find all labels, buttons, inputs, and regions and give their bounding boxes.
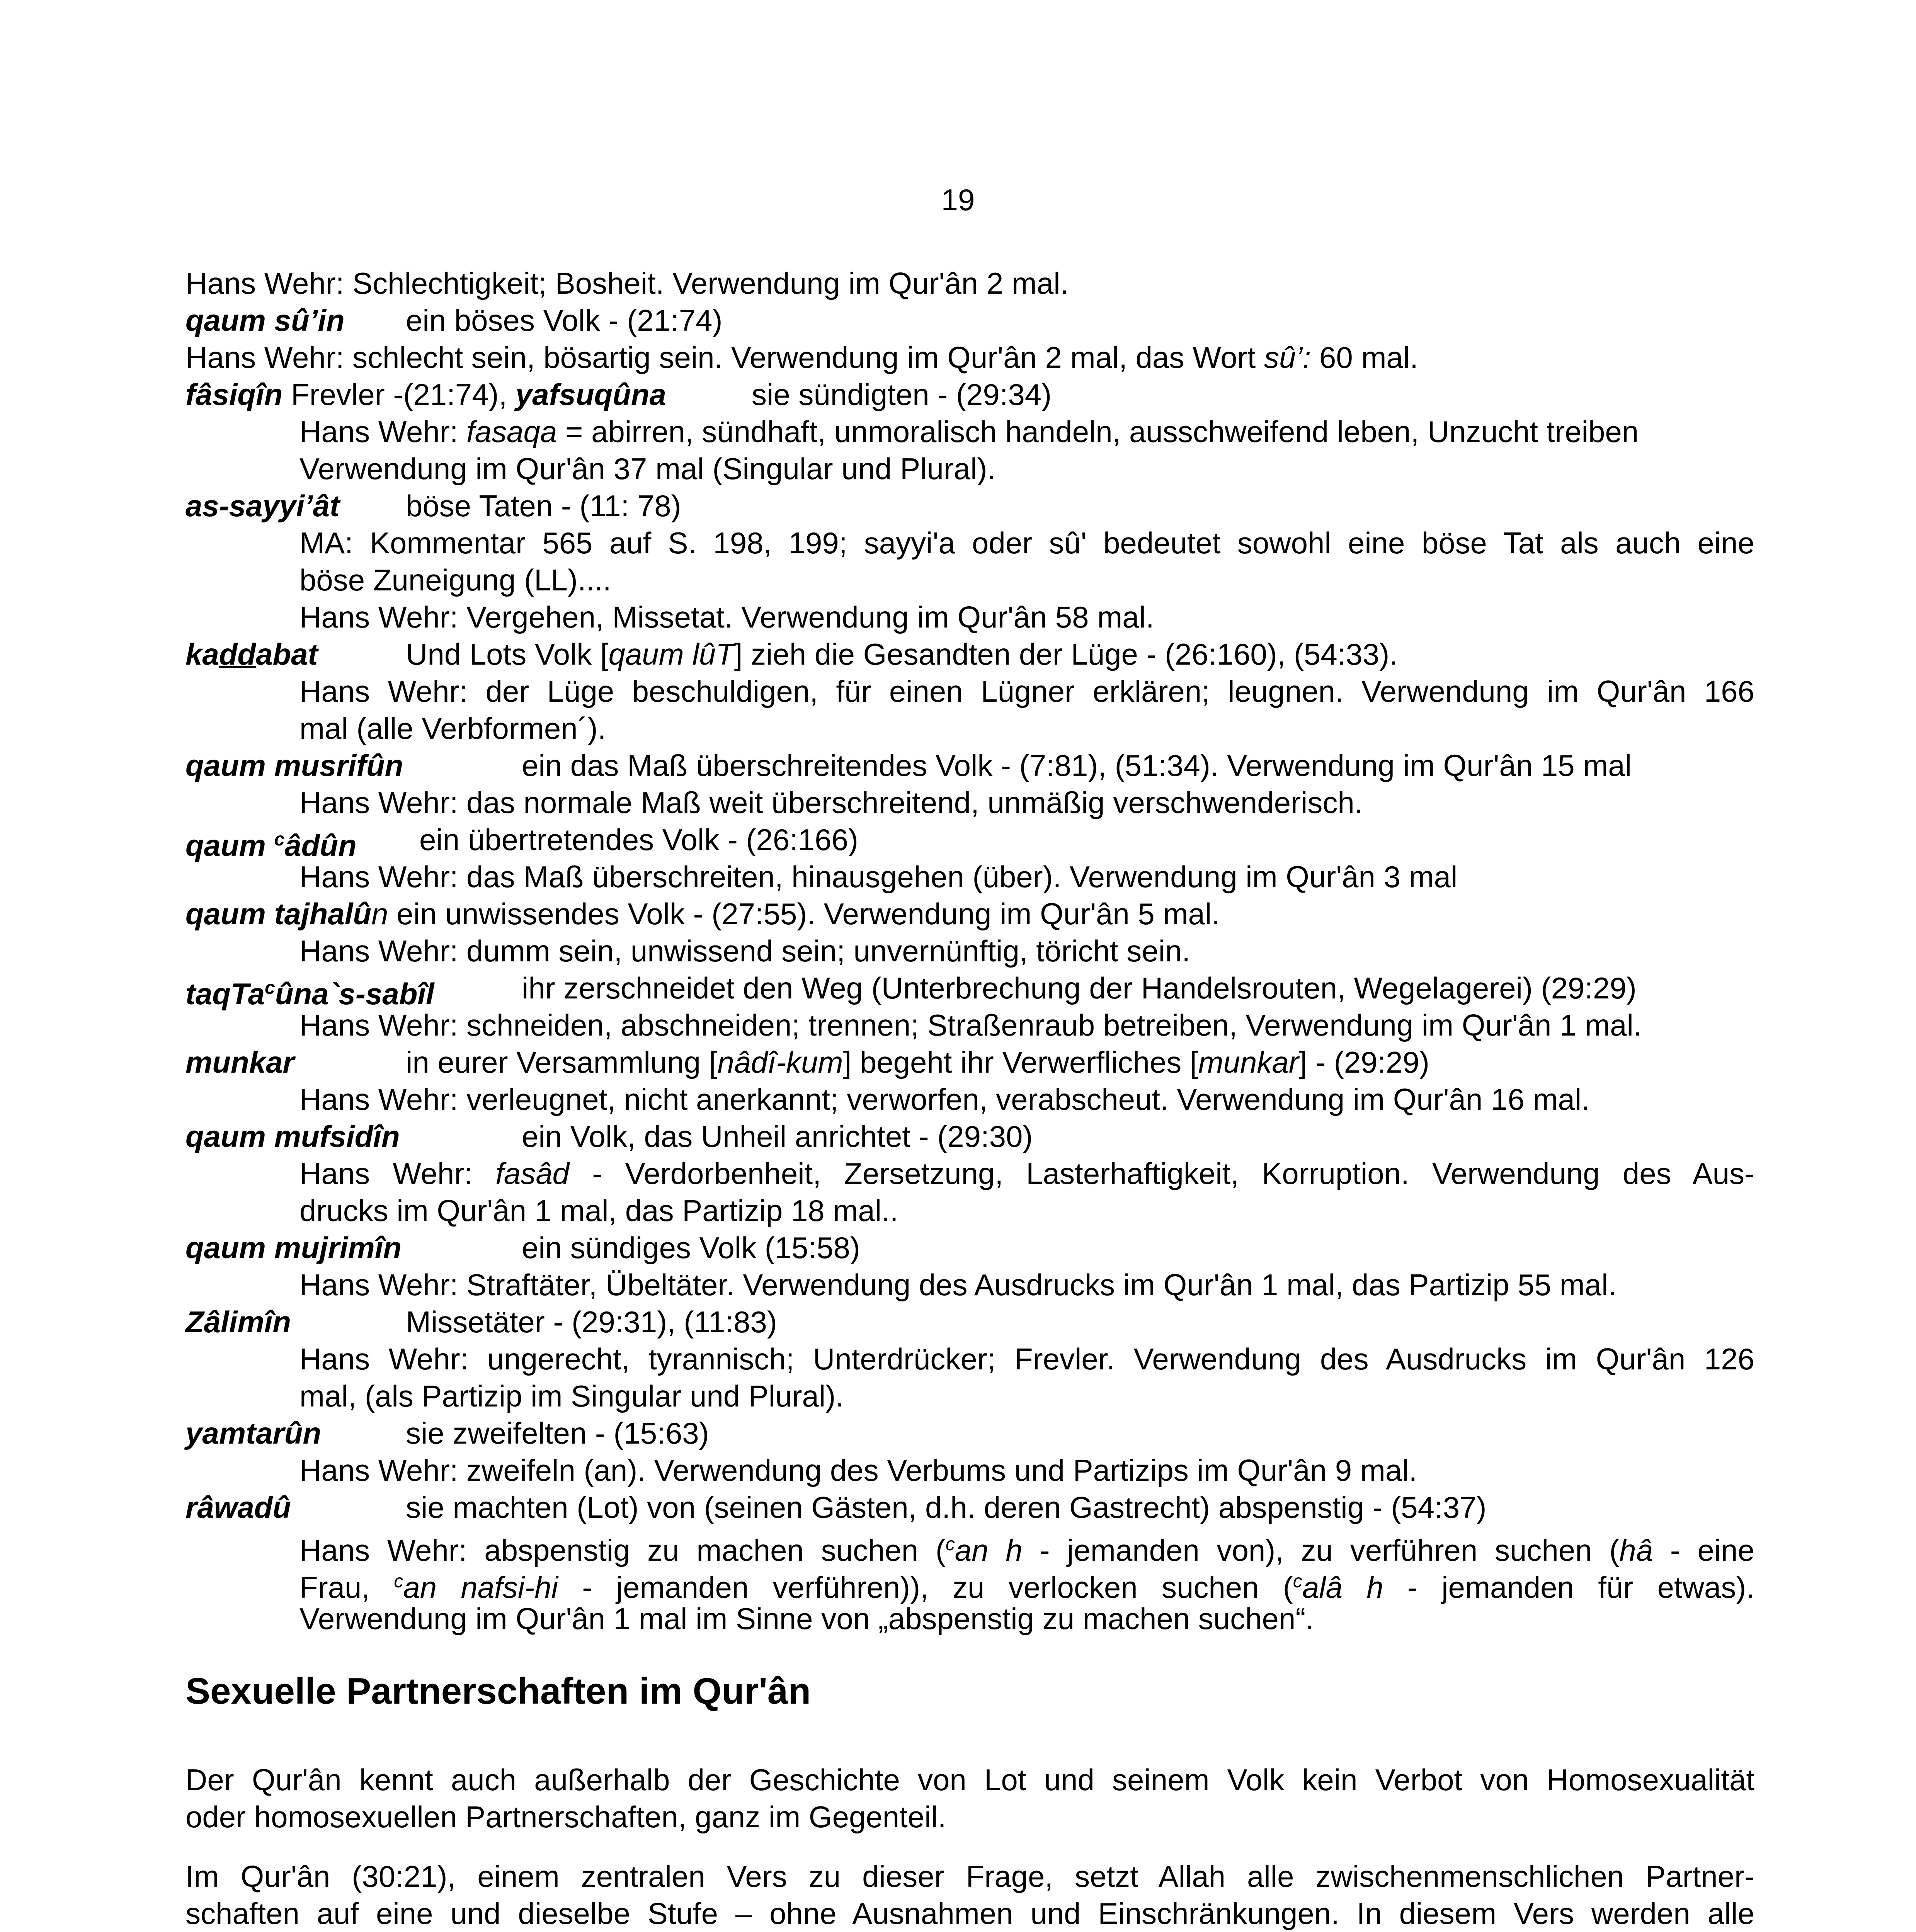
hans-wehr-note: Hans Wehr: ungerecht, tyrannisch; Unterdrücker; Frevler. Verwendung des Ausdrucks im Qur'ân 126 bbox=[299, 1342, 1754, 1376]
glossary-entry bbox=[185, 1415, 1754, 1452]
term-description: böse Taten - (11: 78) bbox=[406, 489, 681, 523]
term-description: sie machten (Lot) von (seinen Gästen, d.h. deren Gastrecht) abspenstig - (54:37) bbox=[406, 1490, 1487, 1524]
commentary-note: böse Zuneigung (LL).... bbox=[299, 563, 611, 597]
term-label: kaddabat bbox=[185, 637, 318, 671]
glossary-entry bbox=[185, 969, 1754, 1012]
section-heading: Sexuelle Partnerschaften im Qur'ân bbox=[185, 1670, 811, 1712]
term-label: qaum mufsidîn bbox=[185, 1119, 400, 1153]
term-label: qaum tajhalû bbox=[185, 897, 372, 931]
glossary-entry: fâsiqîn Frevler -(21:74), yafsuqûna sie sündigten - (29:34) bbox=[185, 376, 1754, 413]
term-label: qaum $^c$âdûn bbox=[185, 828, 357, 862]
glossary-entry bbox=[185, 821, 1754, 864]
term-description: ein böses Volk - (21:74) bbox=[406, 303, 723, 337]
term-description: ein das Maß überschreitendes Volk - (7:81), (51:34). Verwendung im Qur'ân 15 mal bbox=[522, 748, 1632, 782]
term-label: qaum musrifûn bbox=[185, 748, 403, 782]
term-label: fâsiqîn bbox=[185, 378, 283, 412]
term-label: yamtarûn bbox=[185, 1416, 322, 1450]
glossary-line: Hans Wehr: Schlechtigkeit; Bosheit. Verwendung im Qur'ân 2 mal. bbox=[185, 266, 1069, 300]
hans-wehr-note: Hans Wehr: Vergehen, Missetat. Verwendung im Qur'ân 58 mal. bbox=[299, 600, 1154, 634]
page-number: 19 bbox=[941, 183, 975, 217]
hans-wehr-note: Hans Wehr: zweifeln (an). Verwendung des Verbums und Partizips im Qur'ân 9 mal. bbox=[299, 1453, 1417, 1487]
paragraph: Im Qur'ân (30:21), einem zentralen Vers zu dieser Frage, setzt Allah alle zwischenmenschlichen Partner- schaften auf eine und dieselbe Stufe – ohne Ausnahmen und Einschränkungen. In diesem Vers werden alle bbox=[185, 1859, 1754, 1930]
hans-wehr-note: mal (alle Verbformen´). bbox=[299, 711, 606, 745]
term-description: in eurer Versammlung [nâdî-kum] begeht ihr Verwerfliches [munkar] - (29:29) bbox=[406, 1045, 1429, 1079]
term-description: ein Volk, das Unheil anrichtet - (29:30) bbox=[522, 1119, 1033, 1153]
term-label: munkar bbox=[185, 1045, 294, 1079]
hans-wehr-note: Hans Wehr: abspenstig zu machen suchen ($^c$an h - jemanden von), zu verführen suchen (hâ - eine bbox=[299, 1533, 1754, 1567]
term-label: as-sayyi’ât bbox=[185, 489, 340, 523]
term-label: yafsuqûna bbox=[515, 378, 666, 412]
usage-note: Verwendung im Qur'ân 1 mal im Sinne von „abspenstig zu machen suchen“. bbox=[299, 1602, 1314, 1636]
hans-wehr-note: Hans Wehr: das normale Maß weit überschreitend, unmäßig verschwenderisch. bbox=[299, 786, 1363, 820]
glossary-entry bbox=[185, 1489, 1754, 1526]
glossary-line: Hans Wehr: schlecht sein, bösartig sein. Verwendung im Qur'ân 2 mal, das Wort sû’: 60 mal. bbox=[185, 340, 1418, 374]
hans-wehr-note: Hans Wehr: Straftäter, Übeltäter. Verwendung des Ausdrucks im Qur'ân 1 mal, das Partizip 55 mal. bbox=[299, 1268, 1617, 1302]
term-description: ihr zerschneidet den Weg (Unterbrechung der Handelsrouten, Wegelagerei) (29:29) bbox=[522, 971, 1637, 1005]
hans-wehr-note: Hans Wehr: dumm sein, unwissend sein; unvernünftig, töricht sein. bbox=[299, 934, 1190, 968]
term-description: ein sündiges Volk (15:58) bbox=[522, 1231, 860, 1265]
term-description: ein unwissendes Volk - (27:55). Verwendung im Qur'ân 5 mal. bbox=[388, 897, 1220, 931]
paragraph: Der Qur'ân kennt auch außerhalb der Geschichte von Lot und seinem Volk kein Verbot von Homosexualität oder homosexuellen Partnerschaften, ganz im Gegenteil. bbox=[185, 1763, 1754, 1834]
glossary-entry bbox=[185, 1303, 1754, 1340]
commentary-note: MA: Kommentar 565 auf S. 198, 199; sayyi'a oder sû' bedeutet sowohl eine böse Tat als auch eine bbox=[299, 526, 1754, 560]
term-label: qaum mujrimîn bbox=[185, 1231, 402, 1265]
glossary-entry: qaum tajhalûn ein unwissendes Volk - (27:55). Verwendung im Qur'ân 5 mal. bbox=[185, 897, 1220, 931]
term-description: ein übertretendes Volk - (26:166) bbox=[419, 823, 859, 857]
term-label: râwadû bbox=[185, 1490, 291, 1524]
term-description: Missetäter - (29:31), (11:83) bbox=[406, 1305, 777, 1339]
hans-wehr-note: Hans Wehr: fasaqa = abirren, sündhaft, unmoralisch handeln, ausschweifend leben, Unzucht treiben bbox=[299, 415, 1639, 449]
glossary-entry bbox=[185, 1044, 1754, 1081]
term-label: qaum sû’in bbox=[185, 303, 345, 337]
term-label: taqTa$^c$ûna`s-sabîl bbox=[185, 977, 434, 1011]
term-label: Zâlimîn bbox=[185, 1305, 291, 1339]
glossary-entry bbox=[185, 1229, 1754, 1266]
hans-wehr-note: Frau, $^c$an nafsi-hi - jemanden verführen)), zu verlocken suchen ($^c$alâ h - jemanden für etwas). bbox=[299, 1570, 1755, 1604]
hans-wehr-note: Hans Wehr: das Maß überschreiten, hinausgehen (über). Verwendung im Qur'ân 3 mal bbox=[299, 860, 1458, 894]
term-description: sie sündigten - (29:34) bbox=[752, 378, 1052, 412]
glossary-entry bbox=[185, 302, 1754, 339]
glossary-entry bbox=[185, 636, 1754, 673]
hans-wehr-note: drucks im Qur'ân 1 mal, das Partizip 18 mal.. bbox=[299, 1194, 898, 1228]
glossary-entry bbox=[185, 1118, 1754, 1155]
term-description: Und Lots Volk [qaum lûT] zieh die Gesandten der Lüge - (26:160), (54:33). bbox=[406, 637, 1398, 671]
hans-wehr-note: mal, (als Partizip im Singular und Plural). bbox=[299, 1379, 844, 1413]
hans-wehr-note: Hans Wehr: der Lüge beschuldigen, für einen Lügner erklären; leugnen. Verwendung im Qur'ân 166 bbox=[299, 674, 1754, 708]
term-description: sie zweifelten - (15:63) bbox=[406, 1416, 709, 1450]
hans-wehr-note: Hans Wehr: schneiden, abschneiden; trennen; Straßenraub betreiben, Verwendung im Qur'ân 1 mal. bbox=[299, 1008, 1642, 1042]
glossary-entry bbox=[185, 487, 1754, 524]
glossary-entry bbox=[185, 747, 1754, 784]
hans-wehr-note: Hans Wehr: verleugnet, nicht anerkannt; verworfen, verabscheut. Verwendung im Qur'ân 16 mal. bbox=[299, 1082, 1590, 1116]
usage-note: Verwendung im Qur'ân 37 mal (Singular und Plural). bbox=[299, 452, 996, 486]
hans-wehr-note: Hans Wehr: fasâd - Verdorbenheit, Zersetzung, Lasterhaftigkeit, Korruption. Verwendung des Aus- bbox=[299, 1156, 1755, 1190]
